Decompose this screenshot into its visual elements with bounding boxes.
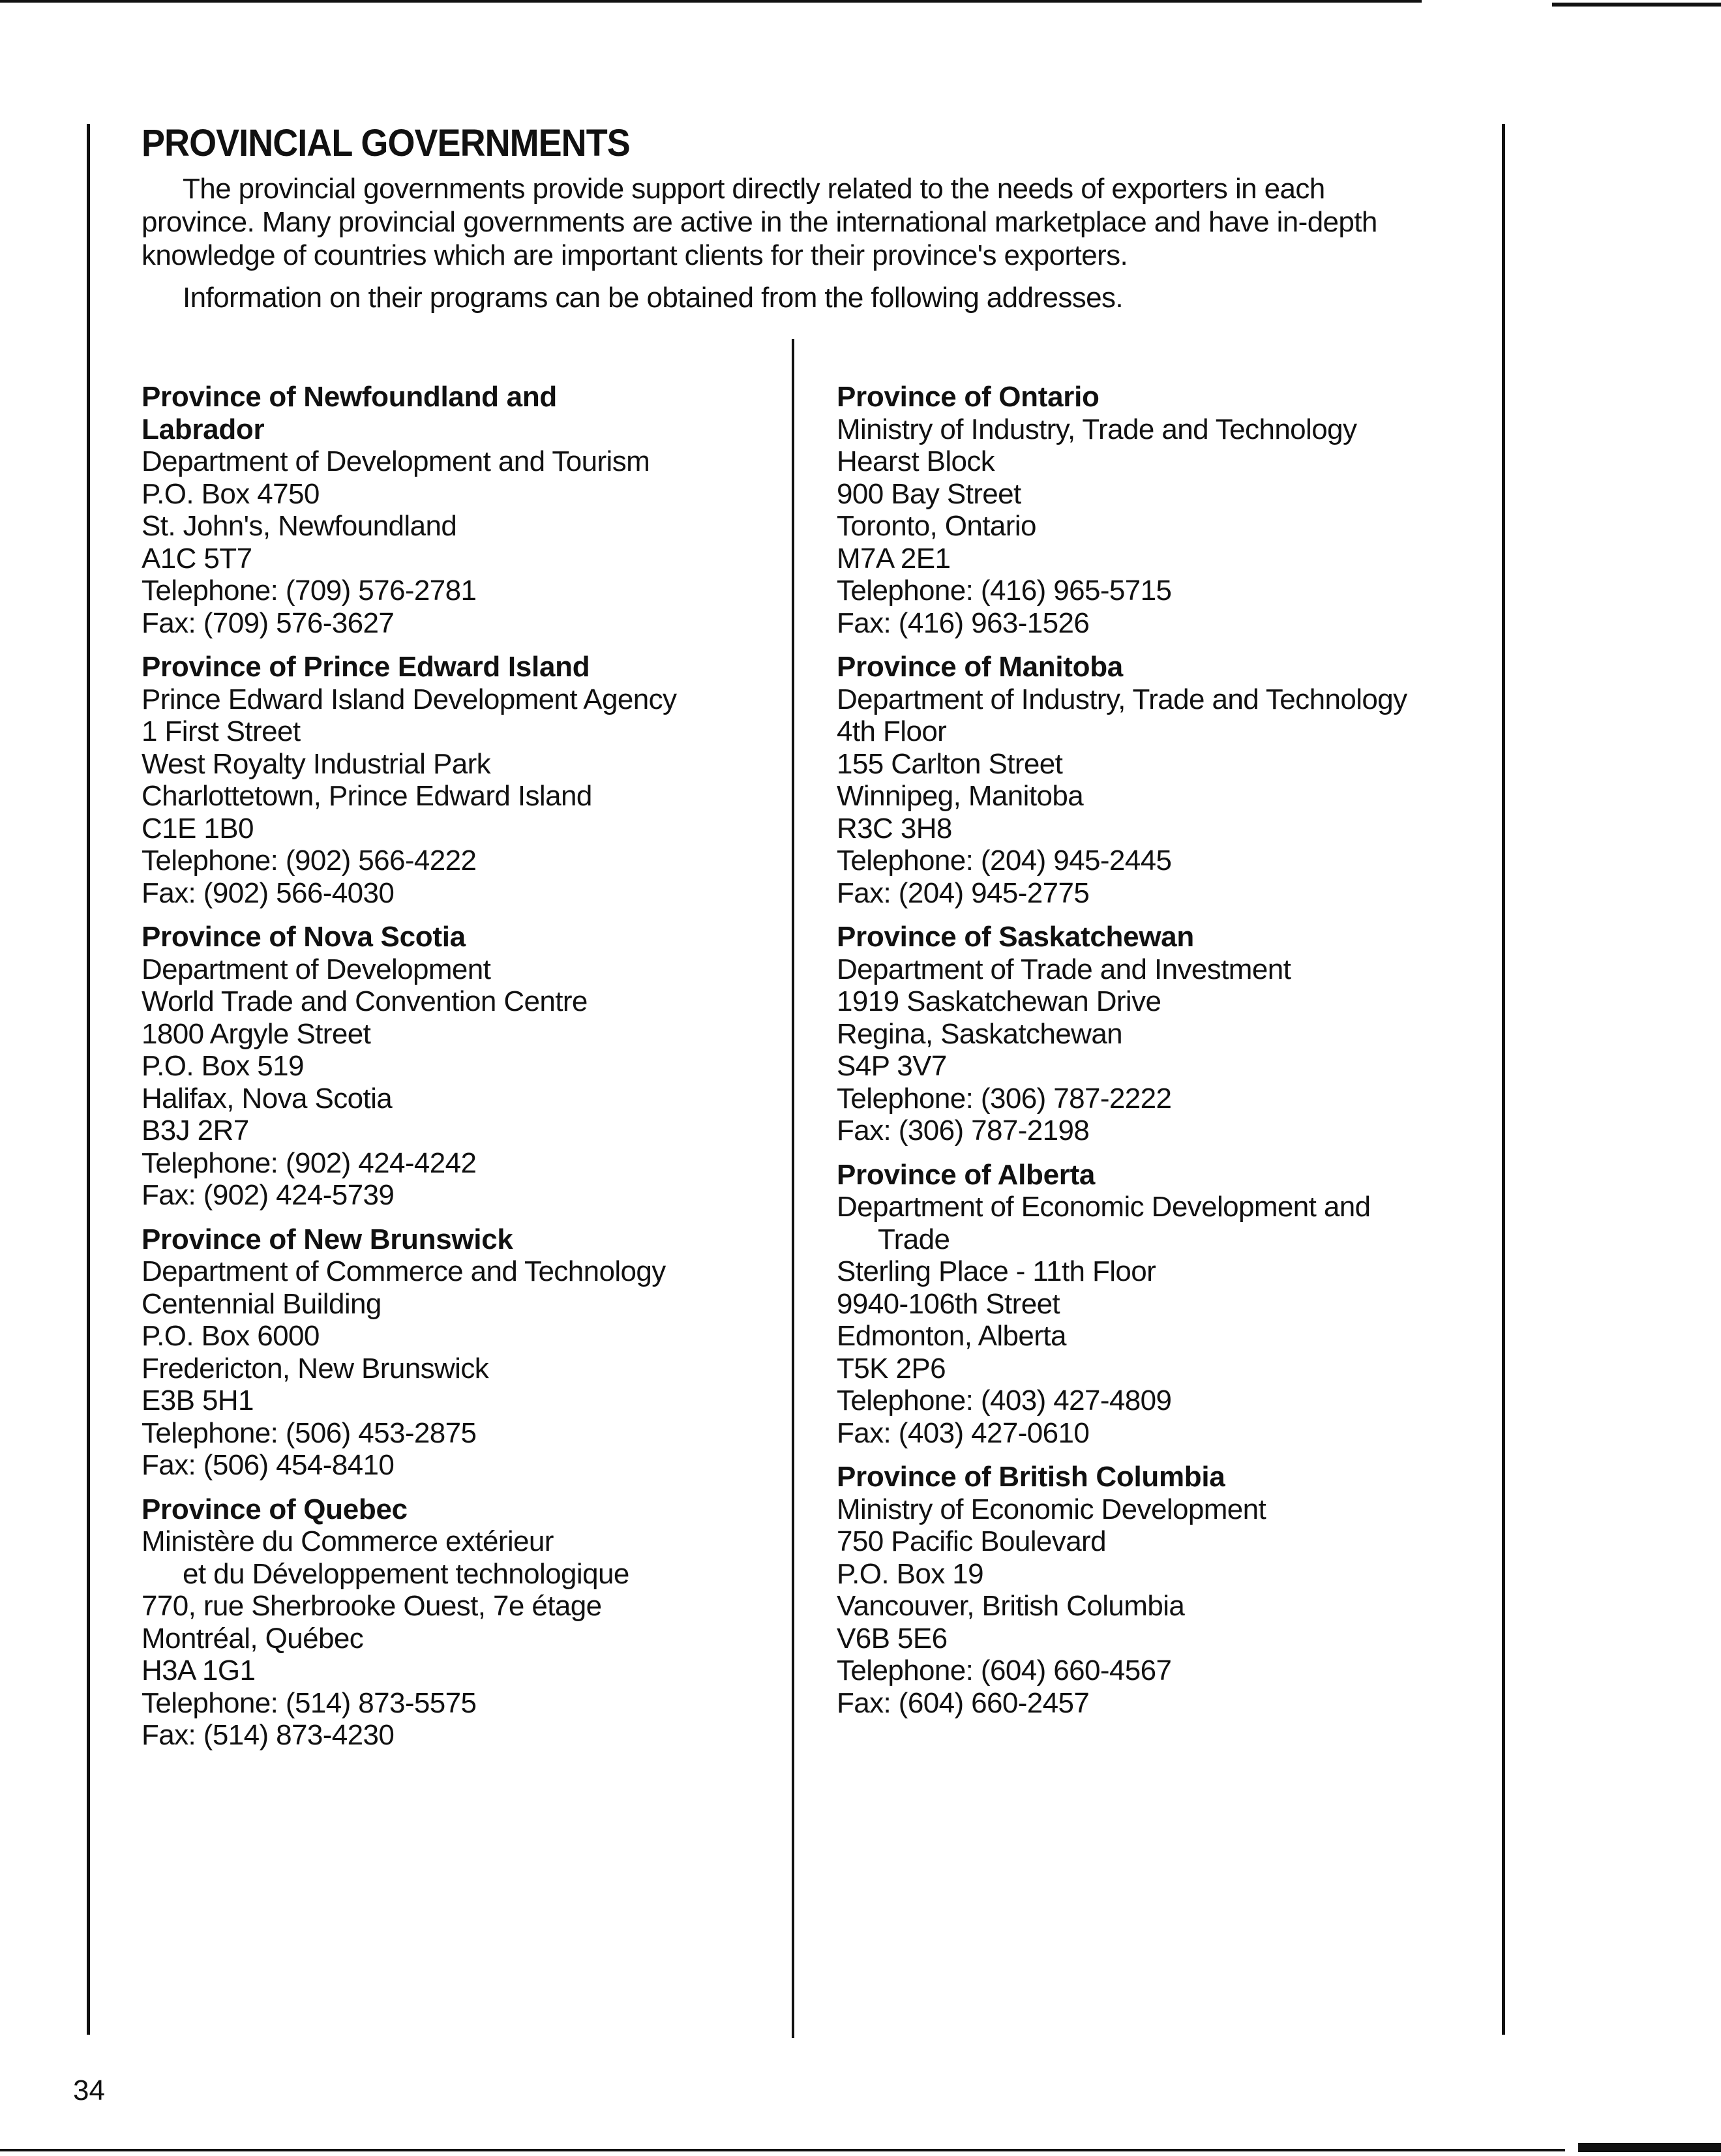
address-line: T5K 2P6 <box>837 1352 946 1385</box>
province-name: Labrador <box>142 413 265 445</box>
address-line: Ministry of Economic Development <box>837 1493 1266 1525</box>
telephone-line: Telephone: (506) 453-2875 <box>142 1416 477 1449</box>
top-border-rule-right <box>1552 3 1721 7</box>
address-block-new-brunswick <box>142 1223 794 1482</box>
address-line: Montréal, Québec <box>142 1622 364 1654</box>
address-block-quebec <box>142 1493 794 1752</box>
intro-line: The provincial governments provide support directly related to the needs of exporters in each <box>183 173 1325 205</box>
address-line: Centennial Building <box>142 1287 382 1320</box>
address-line: Sterling Place - 11th Floor <box>837 1255 1156 1287</box>
address-line: C1E 1B0 <box>142 812 254 845</box>
page-title: PROVINCIAL GOVERNMENTS <box>142 122 630 164</box>
right-margin-line <box>1502 124 1505 2035</box>
fax-line: Fax: (506) 454-8410 <box>142 1449 395 1481</box>
fax-line: Fax: (604) 660-2457 <box>837 1686 1090 1719</box>
address-line: Department of Industry, Trade and Technology <box>837 683 1407 715</box>
address-line: 4th Floor <box>837 715 947 747</box>
address-line: E3B 5H1 <box>142 1385 254 1416</box>
intro-paragraph-2: Information on their programs can be obtained from the following addresses. <box>183 282 1124 314</box>
address-line: A1C 5T7 <box>142 542 252 575</box>
address-block-manitoba <box>837 651 1489 909</box>
telephone-line: Telephone: (204) 945-2445 <box>837 845 1172 876</box>
fax-line: Fax: (709) 576-3627 <box>142 606 395 639</box>
address-line: P.O. Box 4750 <box>142 477 320 510</box>
address-line: 9940-106th Street <box>837 1287 1060 1320</box>
province-name: Province of Saskatchewan <box>837 921 1194 953</box>
bottom-border-rule <box>0 2149 1565 2151</box>
address-line: Department of Development and Tourism <box>142 445 650 477</box>
address-line: 900 Bay Street <box>837 477 1021 510</box>
address-line: M7A 2E1 <box>837 542 951 575</box>
right-address-column <box>837 381 1489 1731</box>
address-line: West Royalty Industrial Park <box>142 747 491 780</box>
province-name: Province of Manitoba <box>837 651 1123 683</box>
province-name: Province of Ontario <box>837 381 1100 413</box>
address-line: H3A 1G1 <box>142 1654 256 1686</box>
intro-line: knowledge of countries which are important clients for their province's exporters. <box>142 239 1128 271</box>
address-line: Prince Edward Island Development Agency <box>142 683 677 715</box>
telephone-line: Telephone: (514) 873-5575 <box>142 1686 477 1719</box>
address-block-alberta <box>837 1159 1489 1450</box>
province-name: Province of New Brunswick <box>142 1223 513 1255</box>
fax-line: Fax: (902) 566-4030 <box>142 876 395 909</box>
address-block-nova-scotia <box>142 921 794 1212</box>
bottom-border-rule-right <box>1578 2143 1721 2152</box>
address-line: B3J 2R7 <box>142 1115 249 1146</box>
address-line: Halifax, Nova Scotia <box>142 1082 393 1115</box>
address-line: 1800 Argyle Street <box>142 1017 371 1050</box>
fax-line: Fax: (902) 424-5739 <box>142 1179 395 1211</box>
left-address-column <box>142 381 794 1763</box>
address-block-saskatchewan <box>837 921 1489 1147</box>
address-line: 1 First Street <box>142 715 301 747</box>
address-block-british-columbia <box>837 1461 1489 1719</box>
fax-line: Fax: (306) 787-2198 <box>837 1115 1090 1146</box>
telephone-line: Telephone: (306) 787-2222 <box>837 1082 1172 1115</box>
fax-line: Fax: (416) 963-1526 <box>837 606 1090 639</box>
address-line: Ministry of Industry, Trade and Technology <box>837 413 1357 445</box>
province-name: Province of Prince Edward Island <box>142 651 590 683</box>
address-line: Winnipeg, Manitoba <box>837 780 1084 812</box>
intro-line: province. Many provincial governments are active in the international marketplace and have in-depth <box>142 206 1377 238</box>
telephone-line: Telephone: (709) 576-2781 <box>142 575 477 606</box>
address-line: St. John's, Newfoundland <box>142 510 457 542</box>
fax-line: Fax: (403) 427-0610 <box>837 1416 1090 1449</box>
telephone-line: Telephone: (403) 427-4809 <box>837 1385 1172 1416</box>
address-line: P.O. Box 19 <box>837 1557 983 1590</box>
address-line: Regina, Saskatchewan <box>837 1017 1123 1050</box>
address-line: Hearst Block <box>837 445 995 477</box>
address-block-ontario <box>837 381 1489 639</box>
address-line: R3C 3H8 <box>837 812 952 845</box>
province-name: Province of Alberta <box>837 1158 1096 1191</box>
address-line: 750 Pacific Boulevard <box>837 1525 1106 1557</box>
address-line: Department of Development <box>142 953 491 985</box>
telephone-line: Telephone: (902) 566-4222 <box>142 845 477 876</box>
address-line: World Trade and Convention Centre <box>142 985 588 1017</box>
address-block-prince-edward-island <box>142 651 794 909</box>
address-line: P.O. Box 6000 <box>142 1320 320 1352</box>
telephone-line: Telephone: (902) 424-4242 <box>142 1146 477 1179</box>
address-line: S4P 3V7 <box>837 1050 947 1082</box>
address-block-newfoundland-and-labrador <box>142 381 794 639</box>
address-line: Trade <box>878 1223 950 1255</box>
page-number: 34 <box>73 2074 105 2106</box>
province-name: Province of Nova Scotia <box>142 921 466 953</box>
address-line: P.O. Box 519 <box>142 1050 304 1082</box>
address-line: Vancouver, British Columbia <box>837 1590 1185 1622</box>
address-line: Fredericton, New Brunswick <box>142 1352 489 1385</box>
address-line: Department of Economic Development and <box>837 1191 1371 1223</box>
address-line: Toronto, Ontario <box>837 510 1036 542</box>
address-line: Department of Commerce and Technology <box>142 1255 666 1287</box>
address-line: et du Développement technologique <box>183 1557 629 1590</box>
address-line: Department of Trade and Investment <box>837 953 1291 985</box>
fax-line: Fax: (514) 873-4230 <box>142 1719 395 1751</box>
address-line: 155 Carlton Street <box>837 747 1063 780</box>
address-line: Charlottetown, Prince Edward Island <box>142 780 592 812</box>
fax-line: Fax: (204) 945-2775 <box>837 876 1090 909</box>
telephone-line: Telephone: (604) 660-4567 <box>837 1654 1172 1686</box>
address-line: 1919 Saskatchewan Drive <box>837 985 1161 1017</box>
address-line: 770, rue Sherbrooke Ouest, 7e étage <box>142 1590 602 1622</box>
telephone-line: Telephone: (416) 965-5715 <box>837 575 1172 606</box>
address-line: V6B 5E6 <box>837 1622 948 1654</box>
province-name: Province of Newfoundland and <box>142 381 557 413</box>
province-name: Province of Quebec <box>142 1493 408 1525</box>
province-name: Province of British Columbia <box>837 1461 1225 1493</box>
left-margin-line <box>87 124 90 2035</box>
top-border-rule <box>0 0 1422 3</box>
intro-text <box>142 172 1446 314</box>
address-line: Edmonton, Alberta <box>837 1320 1066 1352</box>
intro-paragraph <box>142 172 1446 272</box>
address-line: Ministère du Commerce extérieur <box>142 1525 554 1557</box>
